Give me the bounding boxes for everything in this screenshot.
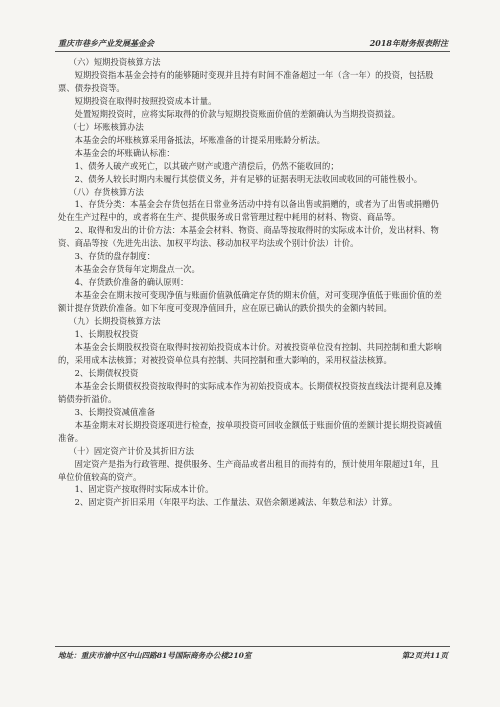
page-header <box>58 38 448 52</box>
section-heading: （九）长期投资核算方法 <box>68 316 161 327</box>
paragraph: 本基金会的坏账确认标准： <box>74 147 175 158</box>
paragraph: 短期投资在取得时按照投资成本计量。 <box>74 95 217 106</box>
header-report-title: 2018年财务报表附注 <box>369 38 448 48</box>
paragraph: 2、取得和发出的计价方法：本基金会材料、物资、商品等按取得时的实际成本计价，发出材料、物资、商品等按（先进先出法、加权平均法、移动加权平均法或个别计价法）计价。 <box>58 225 439 249</box>
section-heading: （六）短期投资核算方法 <box>68 57 161 67</box>
paragraph: 短期投资指本基金会持有的能够随时变现并且持有时间不准备超过一年（含一年）的投资，包括股票、债券投资等。 <box>58 69 434 93</box>
paragraph: 4、存货跌价准备的确认原则： <box>74 277 189 288</box>
footer-divider <box>55 646 450 647</box>
paragraph: 本基金会存货每年定期盘点一次。 <box>74 264 200 275</box>
paragraph: 本基金会的坏账核算采用备抵法，坏账准备的计提采用账龄分析法。 <box>74 134 326 145</box>
paragraph: 1、存货分类：本基金会存货包括在日常业务活动中持有以备出售或捐赠的，或者为了出售或捐赠仍处在生产过程中的，或者将在生产、提供服务或日常管理过程中耗用的材料、物资、商品等。 <box>58 199 439 223</box>
paragraph: 2、长期债权投资 <box>74 367 139 378</box>
footer-address: 地址：重庆市渝中区中山四路81号国际商务办公楼210室 <box>58 651 252 660</box>
paragraph: 2、固定资产折旧采用（年限平均法、工作量法、双倍余额递减法、年数总和法）计算。 <box>74 497 398 508</box>
paragraph: 固定资产是指为行政管理、提供服务、生产商品或者出租目的而持有的，预计使用年限超过1年，且单位价值较高的资产。 <box>58 458 439 482</box>
section-heading: （十）固定资产计价及其折旧方法 <box>68 445 194 456</box>
paragraph: 处置短期投资时，应将实际取得的价款与短期投资账面价值的差额确认为当期投资损益。 <box>74 108 401 119</box>
section-heading: （八）存货核算方法 <box>68 186 144 197</box>
header-org-name: 重庆市巷乡产业发展基金会 <box>58 38 154 48</box>
paragraph: 本基金会长期股权投资在取得时按初始投资成本计价。对被投资单位没有控制、共同控制和重大影响的，采用成本法核算；对被投资单位具有控制、共同控制和重大影响的，采用权益法核算。 <box>58 341 442 365</box>
header-divider <box>55 51 450 52</box>
paragraph: 1、债务人破产或死亡，以其破产财产或遗产清偿后，仍然不能收回的； <box>74 160 339 171</box>
document-body <box>58 56 444 509</box>
paragraph: 本基金期末对长期投资逐项进行检查，按单项投资可回收金额低于账面价值的差额计提长期投资减值准备。 <box>58 419 442 443</box>
paragraph: 1、固定资产按取得时实际成本计价。 <box>74 484 214 495</box>
paragraph: 1、长期股权投资 <box>74 329 139 340</box>
paragraph: 2、债务人较长时期内未履行其偿债义务，并有足够的证据表明无法收回或收回的可能性极小。 <box>74 173 423 184</box>
section-heading: （七）坏账核算办法 <box>68 121 144 132</box>
footer-page-number: 第2页共11页 <box>401 651 448 660</box>
paragraph: 本基金会长期债权投资按取得时的实际成本作为初始投资成本。长期债权投资按直线法计提利息及摊销债券折溢价。 <box>58 380 442 404</box>
paragraph: 3、长期投资减值准备 <box>74 406 156 417</box>
paragraph: 3、存货的盘存制度： <box>74 251 156 262</box>
paragraph: 本基金会在期末按可变现净值与账面价值孰低确定存货的期末价值，对可变现净值低于账面价值的差额计提存货跌价准备。如下年度可变现净值回升，应在原已确认的跌价损失的金额内转回。 <box>58 290 442 314</box>
